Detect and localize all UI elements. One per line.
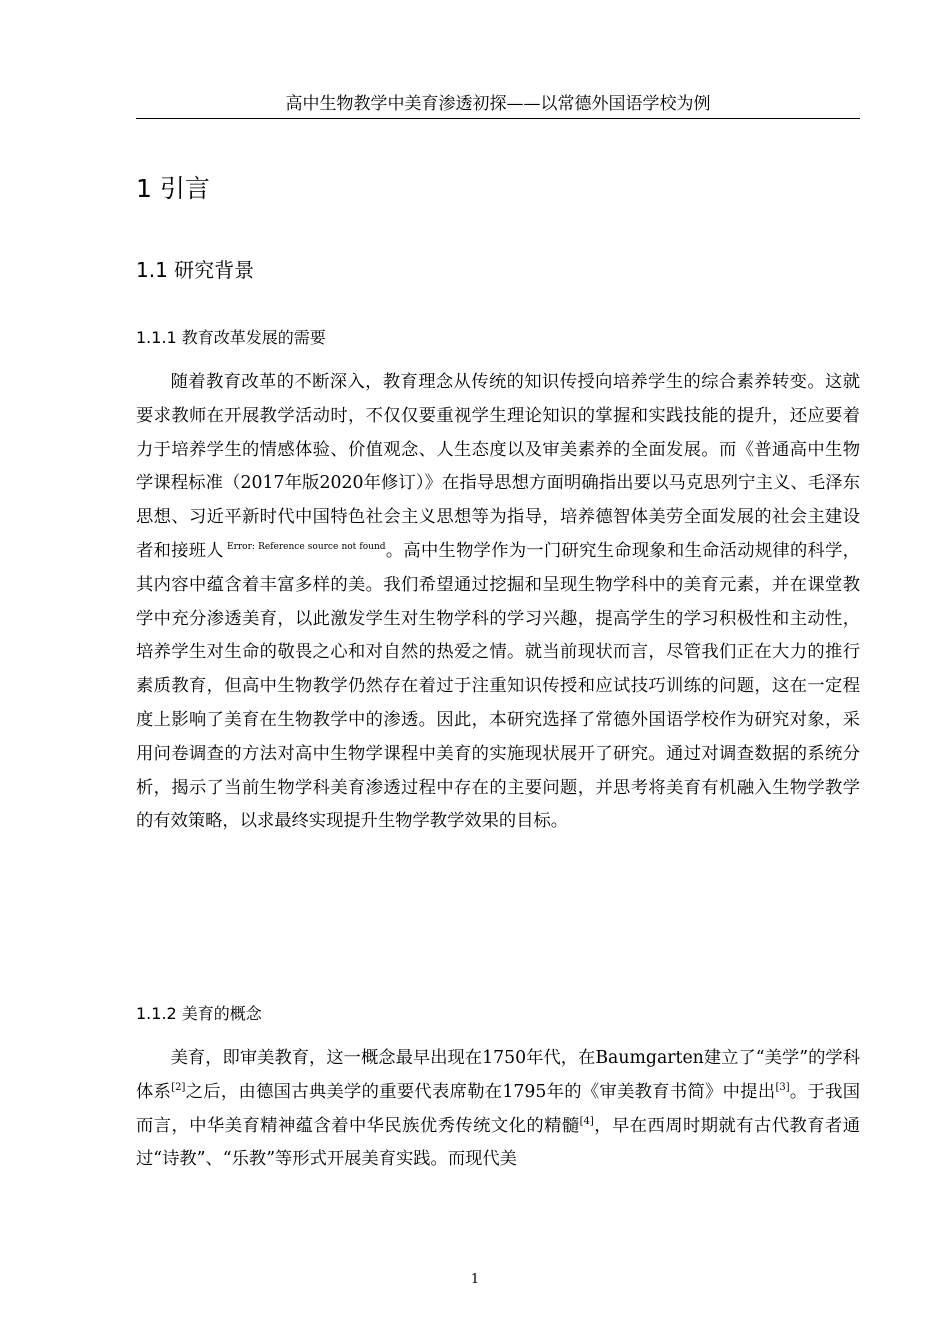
- page-number: 1: [470, 1272, 480, 1287]
- reference-error: Error: Reference source not found: [223, 542, 386, 553]
- paragraph-aesthetic-concept: [136, 1042, 860, 1177]
- citation-3[interactable]: [3]: [775, 1082, 790, 1094]
- paragraph-text: 美育，即审美教育，这一概念最早出现在1750年代，在Baumgarten建立了“美学”的学科体系: [136, 1048, 860, 1102]
- subsection-heading-1: 1.1.1 教育改革发展的需要: [136, 328, 326, 347]
- citation-2[interactable]: [2]: [171, 1082, 186, 1094]
- citation-4[interactable]: [4]: [579, 1115, 594, 1127]
- section-heading: 1.1 研究背景: [136, 258, 255, 282]
- paragraph-education-reform: [136, 366, 860, 839]
- paragraph-text: 之后，由德国古典美学的重要代表席勒在1795年的《审美教育书简》中提出: [185, 1081, 776, 1102]
- subsection-heading-2: 1.1.2 美育的概念: [136, 1004, 262, 1023]
- running-header: 高中生物教学中美育渗透初探——以常德外国语学校为例: [136, 92, 860, 119]
- chapter-heading: 1 引言: [136, 174, 210, 203]
- paragraph-text: 随着教育改革的不断深入，教育理念从传统的知识传授向培养学生的综合素养转变。这就要求教师在开展教学活动时，不仅仅要重视学生理论知识的掌握和实践技能的提升，还应要着力于培养学生的情感体验、价值观念、人生态度以及审美素养的全面发展。而《普通高中生物学课程标准（2017年版2020年修订）》在指导思想方面明确指出要以马克思列宁主义、毛泽东思想、习近平新时代中国特色社会主义思想等为指导，培养德智体美劳全面发展的社会主建设者和接班人: [136, 372, 860, 561]
- paragraph-text: 。高中生物学作为一门研究生命现象和生命活动规律的科学，其内容中蕴含着丰富多样的美。我们希望通过挖掘和呈现生物学科中的美育元素，并在课堂教学中充分渗透美育，以此激发学生对生物学科的学习兴趣，提高学生的学习积极性和主动性，培养学生对生命的敬畏之心和对自然的热爱之情。就当前现状而言，尽管我们正在大力的推行素质教育，但高中生物教学仍然存在着过于注重知识传授和应试技巧训练的问题，这在一定程度上影响了美育在生物教学中的渗透。因此，本研究选择了常德外国语学校作为研究对象，采用问卷调查的方法对高中生物学课程中美育的实施现状展开了研究。通过对调查数据的系统分析，揭示了当前生物学科美育渗透过程中存在的主要问题，并思考将美育有机融入生物学教学的有效策略，以求最终实现提升生物学教学效果的目标。: [136, 540, 860, 832]
- paragraph-text: 。于我国而言，中华美育精神蕴含着中华民族优秀传统文化的精髓: [136, 1081, 860, 1136]
- paragraph-text: ，早在西周时期就有古代教育者通过“诗教”、“乐教”等形式开展美育实践。而现代美: [136, 1115, 860, 1170]
